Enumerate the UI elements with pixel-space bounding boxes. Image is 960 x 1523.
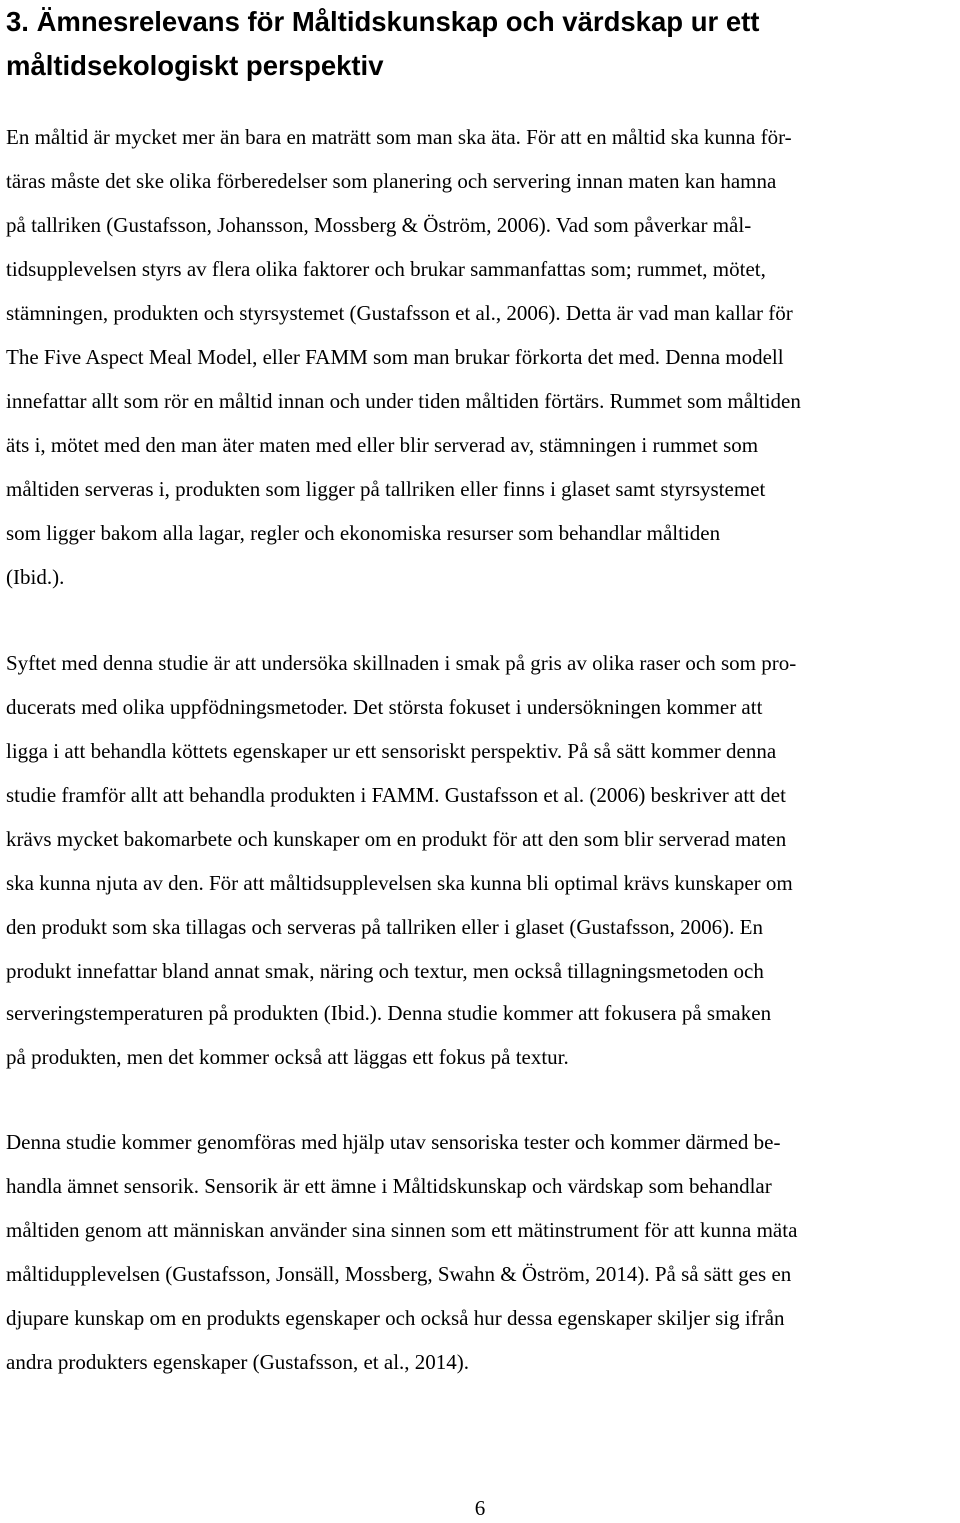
text-line: serveringstemperaturen på produkten (Ibid.). Denna studie kommer att fokusera på smaken xyxy=(6,1001,772,1025)
text-line: Syftet med denna studie är att undersöka skillnaden i smak på gris av olika raser och som pro- xyxy=(6,651,797,675)
section-heading xyxy=(6,0,956,88)
text-line: äts i, mötet med den man äter maten med eller blir serverad av, stämningen i rummet som xyxy=(6,433,759,457)
text-line: tidsupplevelsen styrs av flera olika faktorer och brukar sammanfattas som; rummet, mötet, xyxy=(6,257,766,281)
text-line: ducerats med olika uppfödningsmetoder. Det största fokuset i undersökningen kommer att xyxy=(6,695,763,719)
text-line: måltiden serveras i, produkten som ligger på tallriken eller finns i glaset samt styrsystemet xyxy=(6,477,766,501)
text-line: på tallriken (Gustafsson, Johansson, Mossberg & Öström, 2006). Vad som påverkar mål- xyxy=(6,213,752,237)
text-line: krävs mycket bakomarbete och kunskaper om en produkt för att den som blir serverad maten xyxy=(6,827,787,851)
text-line: täras måste det ske olika förberedelser som planering och servering innan maten kan hamna xyxy=(6,169,777,193)
text-line: The Five Aspect Meal Model, eller FAMM som man brukar förkorta det med. Denna modell xyxy=(6,345,784,369)
text-line: djupare kunskap om en produkts egenskaper och också hur dessa egenskaper skiljer sig ifrån xyxy=(6,1306,785,1330)
text-line: på produkten, men det kommer också att läggas ett fokus på textur. xyxy=(6,1045,569,1069)
text-line: Denna studie kommer genomföras med hjälp utav sensoriska tester och kommer därmed be- xyxy=(6,1130,781,1154)
text-line: som ligger bakom alla lagar, regler och ekonomiska resurser som behandlar måltiden xyxy=(6,521,721,545)
text-line: studie framför allt att behandla produkten i FAMM. Gustafsson et al. (2006) beskriver att det xyxy=(6,783,786,807)
text-line: måltidupplevelsen (Gustafsson, Jonsäll, Mossberg, Swahn & Öström, 2014). På så sätt ges en xyxy=(6,1262,792,1286)
text-line: måltiden genom att människan använder sina sinnen som ett mätinstrument för att kunna mäta xyxy=(6,1218,798,1242)
text-line: En måltid är mycket mer än bara en maträtt som man ska äta. För att en måltid ska kunna för- xyxy=(6,125,792,149)
text-line: produkt innefattar bland annat smak, näring och textur, men också tillagningsmetoden och xyxy=(6,959,764,983)
text-line: den produkt som ska tillagas och serveras på tallriken eller i glaset (Gustafsson, 2006). En xyxy=(6,915,763,939)
text-line: ligga i att behandla köttets egenskaper ur ett sensoriskt perspektiv. På så sätt kommer denna xyxy=(6,739,777,763)
text-line: innefattar allt som rör en måltid innan och under tiden måltiden förtärs. Rummet som måltiden xyxy=(6,389,801,413)
text-line: stämningen, produkten och styrsystemet (Gustafsson et al., 2006). Detta är vad man kallar för xyxy=(6,301,793,325)
section-heading-line-2: måltidsekologiskt perspektiv xyxy=(6,50,384,81)
page-number: 6 xyxy=(474,1496,486,1520)
text-line: ska kunna njuta av den. För att måltidsupplevelsen ska kunna bli optimal krävs kunskaper om xyxy=(6,871,793,895)
text-line: handla ämnet sensorik. Sensorik är ett ämne i Måltidskunskap och värdskap som behandlar xyxy=(6,1174,772,1198)
text-line: (Ibid.). xyxy=(6,565,65,589)
text-line: andra produkters egenskaper (Gustafsson, et al., 2014). xyxy=(6,1350,470,1374)
section-heading-line-1: 3. Ämnesrelevans för Måltidskunskap och värdskap ur ett xyxy=(6,6,760,37)
